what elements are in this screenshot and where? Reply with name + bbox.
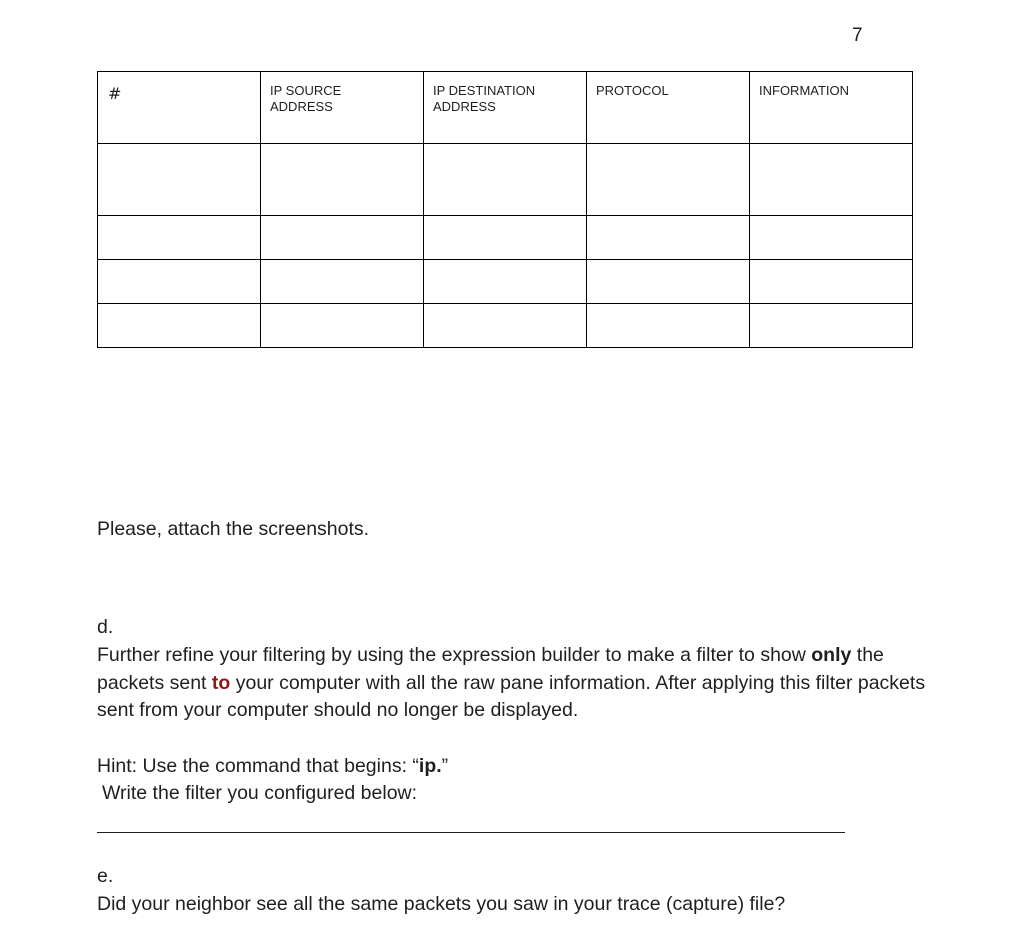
table-cell[interactable] (98, 304, 261, 348)
table-cell[interactable] (261, 216, 424, 260)
table-cell[interactable] (261, 260, 424, 304)
table-cell[interactable] (587, 260, 750, 304)
filter-answer-line[interactable] (97, 832, 845, 833)
hint-suffix: ” (441, 755, 449, 777)
header-ip-destination (424, 72, 587, 144)
section-d-text-2: the packets sent (97, 644, 884, 694)
header-ip-source (261, 72, 424, 144)
packet-table (97, 71, 913, 348)
table-cell[interactable] (587, 304, 750, 348)
table-cell[interactable] (587, 216, 750, 260)
section-d-label: d. (97, 616, 114, 638)
table-cell[interactable] (424, 144, 587, 216)
table-cell[interactable] (750, 304, 913, 348)
table-cell[interactable] (424, 304, 587, 348)
table-cell[interactable] (424, 216, 587, 260)
table-row (98, 144, 913, 216)
table-cell[interactable] (98, 144, 261, 216)
section-d-bold-only: only (811, 644, 852, 666)
table-cell[interactable] (750, 144, 913, 216)
table-cell[interactable] (424, 260, 587, 304)
hint-bold-ip: ip. (418, 755, 442, 777)
table-row (98, 216, 913, 260)
table-cell[interactable] (98, 260, 261, 304)
attach-screenshots-note: Please, attach the screenshots. (97, 518, 370, 540)
table-cell[interactable] (98, 216, 261, 260)
header-ip-destination-label: IP DESTINATION ADDRESS (433, 83, 536, 114)
header-ip-source-label: IP SOURCE ADDRESS (270, 83, 342, 114)
table-cell[interactable] (261, 304, 424, 348)
table-row (98, 304, 913, 348)
header-number: # (98, 72, 261, 144)
section-d-highlight-to: to (211, 671, 231, 694)
section-d-hint (97, 753, 448, 781)
header-protocol: PROTOCOL (587, 72, 750, 144)
section-d-text-1: Further refine your filtering by using the expression builder to make a filter to show (97, 644, 812, 666)
header-information: INFORMATION (750, 72, 913, 144)
table-cell[interactable] (587, 144, 750, 216)
table-row (98, 260, 913, 304)
section-d-text-3: your computer with all the raw pane information. After applying this filter packets sent from your computer should no longer be displayed. (97, 671, 926, 721)
table-header-row (98, 72, 913, 144)
table-cell[interactable] (750, 260, 913, 304)
hint-prefix: Hint: Use the command that begins: “ (97, 755, 419, 777)
table-cell[interactable] (750, 216, 913, 260)
page-number: 7 (852, 25, 863, 46)
table-cell[interactable] (261, 144, 424, 216)
section-e-question: Did your neighbor see all the same packets you saw in your trace (capture) file? (97, 893, 786, 915)
write-filter-prompt: Write the filter you configured below: (102, 782, 418, 804)
section-d-instructions (97, 642, 927, 725)
section-e-label: e. (97, 865, 114, 887)
